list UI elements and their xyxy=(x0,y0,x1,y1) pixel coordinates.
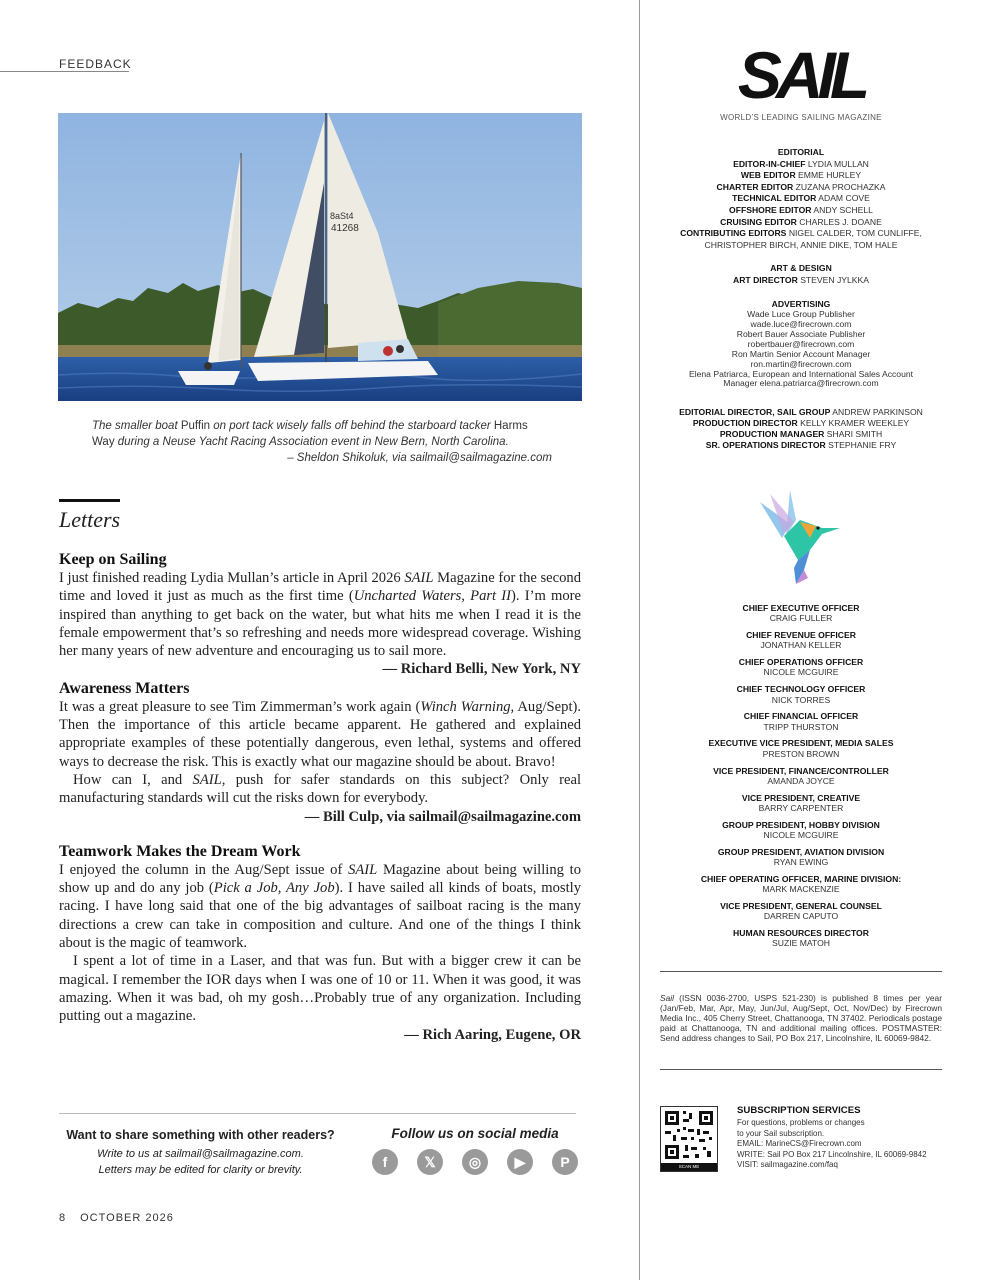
share-box xyxy=(59,1128,342,1178)
executive-entry: VICE PRESIDENT, FINANCE/CONTROLLER AMANDA JOYCE xyxy=(713,765,889,786)
page-number: 8 xyxy=(59,1212,67,1224)
letter-signature: — Rich Aaring, Eugene, OR xyxy=(404,1026,581,1043)
logo-wordmark: SAIL xyxy=(737,38,865,112)
ad-line: Robert Bauer Associate Publisher xyxy=(736,328,866,339)
footer-rule xyxy=(59,1113,576,1114)
letters-body xyxy=(59,550,581,1044)
ad-line: Ron Martin Senior Account Manager xyxy=(731,348,871,359)
executive-listing xyxy=(660,603,942,955)
subscription-services xyxy=(737,1106,947,1170)
qr-scan-label: SCAN ME xyxy=(661,1163,717,1171)
executive-entry: GROUP PRESIDENT, AVIATION DIVISION RYAN EWING xyxy=(717,846,885,868)
direction-group xyxy=(660,407,942,450)
executive-entry: CHIEF TECHNOLOGY OFFICER NICK TORRES xyxy=(736,684,866,705)
letter-signature: — Bill Culp, via sailmail@sailmagazine.com xyxy=(304,808,581,825)
caption-boat-name: Way xyxy=(92,436,115,448)
issn-statement: Sail (ISSN 0036-2700, USPS 521-230) is published 8 times per year (Jan/Feb, Mar, Apr, May, Jun/Jul, Aug/Sept, Oct, Nov/Dec) by Firecrown Media Inc., 405 Cherry Street, Chattanooga, TN 37402. Periodicals postage paid at Chattanooga, TN and additional mailing offices. POSTMASTER: Send address changes to Sail, PO Box 217, Lincolnshire, IL 60069-9842. xyxy=(660,993,942,1043)
executive-entry: VICE PRESIDENT, GENERAL COUNSEL DARREN CAPUTO xyxy=(720,901,882,922)
staff-row: PRODUCTION DIRECTOR KELLY KRAMER WEEKLEY xyxy=(692,418,910,429)
hummingbird-logo xyxy=(756,490,844,591)
caption-text: The smaller boat xyxy=(92,420,181,432)
subscription-heading: SUBSCRIPTION SERVICES xyxy=(737,1105,861,1116)
ad-line: Wade Luce Group Publisher xyxy=(747,309,855,320)
letter xyxy=(59,842,581,1044)
staff-row: OFFSHORE EDITOR ANDY SCHELL xyxy=(729,204,873,215)
staff-row: SR. OPERATIONS DIRECTOR STEPHANIE FRY xyxy=(705,439,897,450)
subscription-line: to your Sail subscription. xyxy=(737,1128,825,1138)
qr-pattern xyxy=(661,1107,717,1163)
caption-boat-name: Harms xyxy=(493,420,528,432)
letter-heading: Awareness Matters xyxy=(59,679,190,697)
letters-title: Letters xyxy=(59,507,121,532)
ad-email[interactable]: robertbauer@firecrown.com xyxy=(747,338,855,349)
sail-number-bottom: 41268 xyxy=(331,223,359,234)
issue-date: OCTOBER 2026 xyxy=(80,1212,174,1224)
letter-heading: Teamwork Makes the Dream Work xyxy=(59,842,301,860)
sailboat-photo xyxy=(58,113,582,401)
qr-code[interactable] xyxy=(660,1106,718,1172)
staff-row: EDITOR-IN-CHIEF LYDIA MULLAN xyxy=(733,158,869,169)
sail-logo xyxy=(660,28,942,112)
facebook-icon[interactable]: f xyxy=(372,1149,398,1175)
share-email-line[interactable]: Write to us at sailmail@sailmagazine.com. xyxy=(97,1148,304,1160)
caption-text: on port tack wisely falls off behind the starboard tacker xyxy=(210,420,494,432)
instagram-icon[interactable]: ◎ xyxy=(462,1149,488,1175)
executive-entry: CHIEF REVENUE OFFICER JONATHAN KELLER xyxy=(746,630,856,651)
staff-row: WEB EDITOR EMME HURLEY xyxy=(740,170,862,181)
masthead-rule xyxy=(660,1069,942,1070)
social-follow xyxy=(370,1126,580,1175)
masthead-rule xyxy=(660,971,942,972)
staff-listing xyxy=(660,147,942,463)
group-heading: EDITORIAL xyxy=(777,147,825,157)
subscription-line: For questions, problems or changes xyxy=(737,1118,865,1128)
advertising-group xyxy=(660,299,942,390)
letter xyxy=(59,679,581,826)
pinterest-icon[interactable]: P xyxy=(552,1149,578,1175)
letter-paragraph: I just finished reading Lydia Mullan’s article in April 2026 SAIL Magazine for the second time and loved it just as much as the first time (Uncharted Waters, Part II). I’m more inspired than anything to get back on the water, but what hits me when I read it is the female empowerment that’s so refreshing and needs more widespread coverage. Wishing her many years of new adventure and encouraging us to sail more. xyxy=(59,570,582,660)
group-heading: ART & DESIGN xyxy=(770,263,832,274)
staff-row: PRODUCTION MANAGER SHARI SMITH xyxy=(719,428,883,439)
executive-entry: EXECUTIVE VICE PRESIDENT, MEDIA SALES PRESTON BROWN xyxy=(708,738,894,759)
letter-paragraph: I enjoyed the column in the Aug/Sept issue of SAIL Magazine about being willing to show up and do any job (Pick a Job, Any Job). I have sailed all kinds of boats, mostly racing. I have long said that one of the big advantages of sailboat racing is the many directions a crew can take in composition and culture. And one of the things I think about is the magic of teamwork. xyxy=(59,861,581,952)
subscription-email[interactable]: EMAIL: MarineCS@Firecrown.com xyxy=(737,1139,862,1149)
letter-paragraph: I spent a lot of time in a Laser, and that was fun. But with a bigger crew it can be magical. I remember the IOR days when I was one of 10 or 11. When it was good, it was amazing. When it was bad, oh my gosh…Probably true of any organization. Including putting out a magazine. xyxy=(59,953,581,1025)
ad-email[interactable]: ron.martin@firecrown.com xyxy=(750,358,852,369)
executive-entry: CHIEF OPERATING OFFICER, MARINE DIVISION: MARK MACKENZIE xyxy=(700,873,902,895)
x-icon[interactable]: 𝕏 xyxy=(417,1149,443,1175)
ad-line: Elena Patriarca, European and International Sales Account Manager elena.patriarca@firecrown.com xyxy=(688,368,914,389)
sail-number-top: 8aSt4 xyxy=(330,211,354,221)
executive-entry: CHIEF OPERATIONS OFFICER NICOLE MCGUIRE xyxy=(738,657,864,678)
art-group xyxy=(660,263,942,286)
photo-credit: – Sheldon Shikoluk, via sailmail@sailmagazine.com xyxy=(287,452,552,464)
executive-entry: CHIEF FINANCIAL OFFICER TRIPP THURSTON xyxy=(743,711,859,732)
youtube-icon[interactable]: ▶ xyxy=(507,1149,533,1175)
letter-heading: Keep on Sailing xyxy=(59,551,167,568)
masthead-tagline: WORLD’S LEADING SAILING MAGAZINE xyxy=(720,113,882,122)
staff-row: CRUISING EDITOR CHARLES J. DOANE xyxy=(720,216,882,227)
share-note: Letters may be edited for clarity or brevity. xyxy=(98,1164,303,1176)
editorial-group xyxy=(660,147,942,251)
executive-entry: CHIEF EXECUTIVE OFFICER CRAIG FULLER xyxy=(742,603,860,624)
executive-entry: GROUP PRESIDENT, HOBBY DIVISION NICOLE MCGUIRE xyxy=(722,819,880,841)
executive-entry: HUMAN RESOURCES DIRECTOR SUZIE MATOH xyxy=(733,928,869,949)
follow-title: Follow us on social media xyxy=(391,1126,559,1141)
staff-row: EDITORIAL DIRECTOR, SAIL GROUP ANDREW PARKINSON xyxy=(679,407,923,418)
staff-row: CONTRIBUTING EDITORS NIGEL CALDER, TOM CUNLIFFE, CHRISTOPHER BIRCH, ANNIE DIKE, TOM HALE xyxy=(680,228,922,250)
page-folio xyxy=(59,1212,174,1224)
executive-entry: VICE PRESIDENT, CREATIVE BARRY CARPENTER xyxy=(741,792,861,813)
ad-email[interactable]: wade.luce@firecrown.com xyxy=(750,319,852,330)
letter xyxy=(59,550,581,679)
group-heading: ADVERTISING xyxy=(771,298,831,309)
staff-row: CHARTER EDITOR ZUZANA PROCHAZKA xyxy=(716,181,886,192)
letter-signature: — Richard Belli, New York, NY xyxy=(382,661,581,678)
photo-caption xyxy=(92,418,552,466)
column-divider xyxy=(639,0,640,1280)
share-question: Want to share something with other readers? xyxy=(66,1128,335,1142)
letters-rule xyxy=(59,499,120,502)
subscription-address: WRITE: Sail PO Box 217 Lincolnshire, IL 60069-9842 xyxy=(737,1149,927,1159)
subscription-url[interactable]: VISIT: sailmagazine.com/faq xyxy=(737,1160,838,1170)
section-label: FEEDBACK xyxy=(59,57,132,71)
caption-text: during a Neuse Yacht Racing Association event in New Bern, North Carolina. xyxy=(114,436,509,448)
letter-paragraph: How can I, and SAIL, push for safer standards on this subject? Only real manufacturing standards will cut the risks down for everybody. xyxy=(59,771,581,807)
caption-boat-name: Puffin xyxy=(180,420,211,432)
letter-paragraph: It was a great pleasure to see Tim Zimmerman’s work again (Winch Warning, Aug/Sept). Then the importance of this article became apparent. He gathered and explained appropriate examples of these potentially dangerous, even lethal, systems and offered ways to decrease the risk. This is exactly what our magazine should be about. Bravo! xyxy=(59,698,582,770)
staff-row: TECHNICAL EDITOR ADAM COVE xyxy=(732,193,870,204)
section-rule xyxy=(0,71,129,72)
staff-row: ART DIRECTOR STEVEN JYLKKA xyxy=(733,274,869,285)
